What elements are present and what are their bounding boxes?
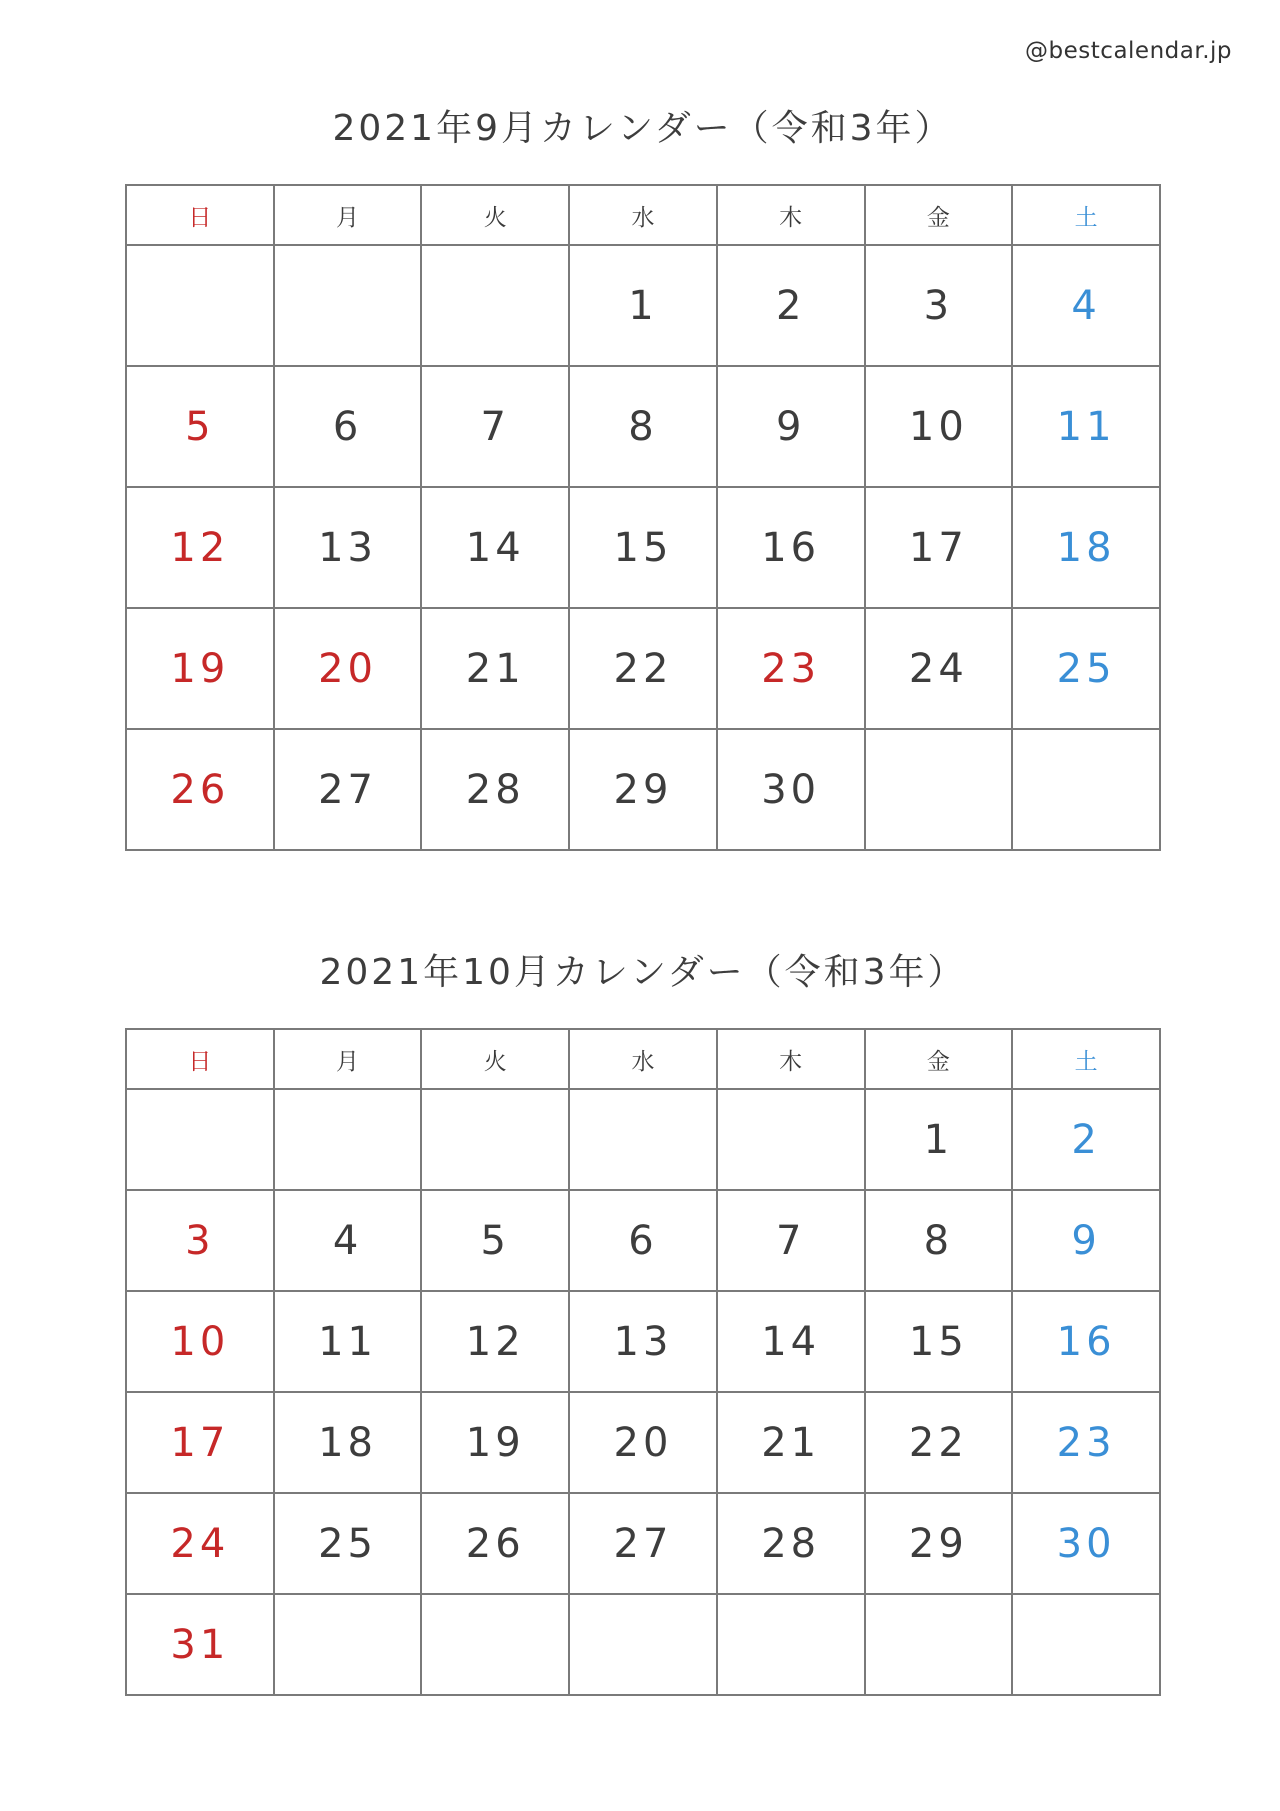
empty-day-cell [1012,729,1160,850]
day-cell: 17 [126,1392,274,1493]
day-cell: 3 [126,1190,274,1291]
day-cell: 22 [865,1392,1013,1493]
weekday-header-fri: 金 [865,185,1013,245]
day-cell: 24 [126,1493,274,1594]
calendar-grid [125,184,1161,851]
week-row [126,1089,1160,1190]
empty-day-cell [717,1089,865,1190]
day-cell: 12 [126,487,274,608]
day-cell: 30 [1012,1493,1160,1594]
day-cell: 18 [274,1392,422,1493]
day-cell: 9 [717,366,865,487]
weekday-header-sun: 日 [126,1029,274,1089]
day-cell: 8 [569,366,717,487]
day-cell: 14 [421,487,569,608]
day-cell: 29 [865,1493,1013,1594]
week-row [126,1594,1160,1695]
day-cell: 31 [126,1594,274,1695]
day-cell: 21 [421,608,569,729]
day-cell: 22 [569,608,717,729]
day-cell: 15 [569,487,717,608]
week-row [126,1493,1160,1594]
week-row [126,366,1160,487]
day-cell: 11 [1012,366,1160,487]
weekday-header-row [126,185,1160,245]
empty-day-cell [274,1594,422,1695]
day-cell: 23 [717,608,865,729]
day-cell: 16 [717,487,865,608]
week-row [126,1392,1160,1493]
day-cell: 21 [717,1392,865,1493]
calendar-body [126,1089,1160,1695]
day-cell: 30 [717,729,865,850]
week-row [126,487,1160,608]
empty-day-cell [865,1594,1013,1695]
day-cell: 2 [717,245,865,366]
weekday-header-sat: 土 [1012,185,1160,245]
day-cell: 5 [126,366,274,487]
weekday-header-wed: 水 [569,185,717,245]
day-cell: 19 [421,1392,569,1493]
day-cell: 1 [569,245,717,366]
empty-day-cell [569,1594,717,1695]
day-cell: 7 [717,1190,865,1291]
weekday-header-thu: 木 [717,185,865,245]
weekday-header-tue: 火 [421,185,569,245]
day-cell: 15 [865,1291,1013,1392]
site-credit: @bestcalendar.jp [1025,38,1232,64]
empty-day-cell [274,1089,422,1190]
day-cell: 27 [274,729,422,850]
empty-day-cell [274,245,422,366]
day-cell: 20 [274,608,422,729]
day-cell: 26 [126,729,274,850]
day-cell: 20 [569,1392,717,1493]
empty-day-cell [865,729,1013,850]
day-cell: 11 [274,1291,422,1392]
weekday-header-fri: 金 [865,1029,1013,1089]
day-cell: 10 [126,1291,274,1392]
empty-day-cell [126,245,274,366]
day-cell: 12 [421,1291,569,1392]
week-row [126,608,1160,729]
empty-day-cell [421,245,569,366]
day-cell: 16 [1012,1291,1160,1392]
empty-day-cell [421,1594,569,1695]
day-cell: 2 [1012,1089,1160,1190]
day-cell: 17 [865,487,1013,608]
day-cell: 29 [569,729,717,850]
day-cell: 9 [1012,1190,1160,1291]
week-row [126,1291,1160,1392]
day-cell: 6 [274,366,422,487]
weekday-header-sat: 土 [1012,1029,1160,1089]
day-cell: 13 [569,1291,717,1392]
empty-day-cell [421,1089,569,1190]
empty-day-cell [717,1594,865,1695]
day-cell: 4 [274,1190,422,1291]
month-title: 2021年10月カレンダー（令和3年） [319,952,967,993]
day-cell: 18 [1012,487,1160,608]
day-cell: 8 [865,1190,1013,1291]
day-cell: 4 [1012,245,1160,366]
day-cell: 23 [1012,1392,1160,1493]
day-cell: 28 [717,1493,865,1594]
week-row [126,1190,1160,1291]
weekday-header-wed: 水 [569,1029,717,1089]
empty-day-cell [569,1089,717,1190]
day-cell: 13 [274,487,422,608]
week-row [126,245,1160,366]
weekday-header-sun: 日 [126,185,274,245]
day-cell: 27 [569,1493,717,1594]
empty-day-cell [1012,1594,1160,1695]
weekday-header-mon: 月 [274,1029,422,1089]
day-cell: 3 [865,245,1013,366]
weekday-header-mon: 月 [274,185,422,245]
day-cell: 14 [717,1291,865,1392]
calendar-grid [125,1028,1161,1696]
day-cell: 6 [569,1190,717,1291]
weekday-header-row [126,1029,1160,1089]
day-cell: 28 [421,729,569,850]
calendar-october [125,944,1161,1696]
calendar-body [126,245,1160,850]
week-row [126,729,1160,850]
day-cell: 26 [421,1493,569,1594]
calendar-september [125,100,1161,851]
day-cell: 5 [421,1190,569,1291]
empty-day-cell [126,1089,274,1190]
day-cell: 25 [1012,608,1160,729]
day-cell: 1 [865,1089,1013,1190]
day-cell: 7 [421,366,569,487]
month-title: 2021年9月カレンダー（令和3年） [332,108,954,149]
day-cell: 10 [865,366,1013,487]
weekday-header-tue: 火 [421,1029,569,1089]
day-cell: 19 [126,608,274,729]
weekday-header-thu: 木 [717,1029,865,1089]
day-cell: 24 [865,608,1013,729]
day-cell: 25 [274,1493,422,1594]
